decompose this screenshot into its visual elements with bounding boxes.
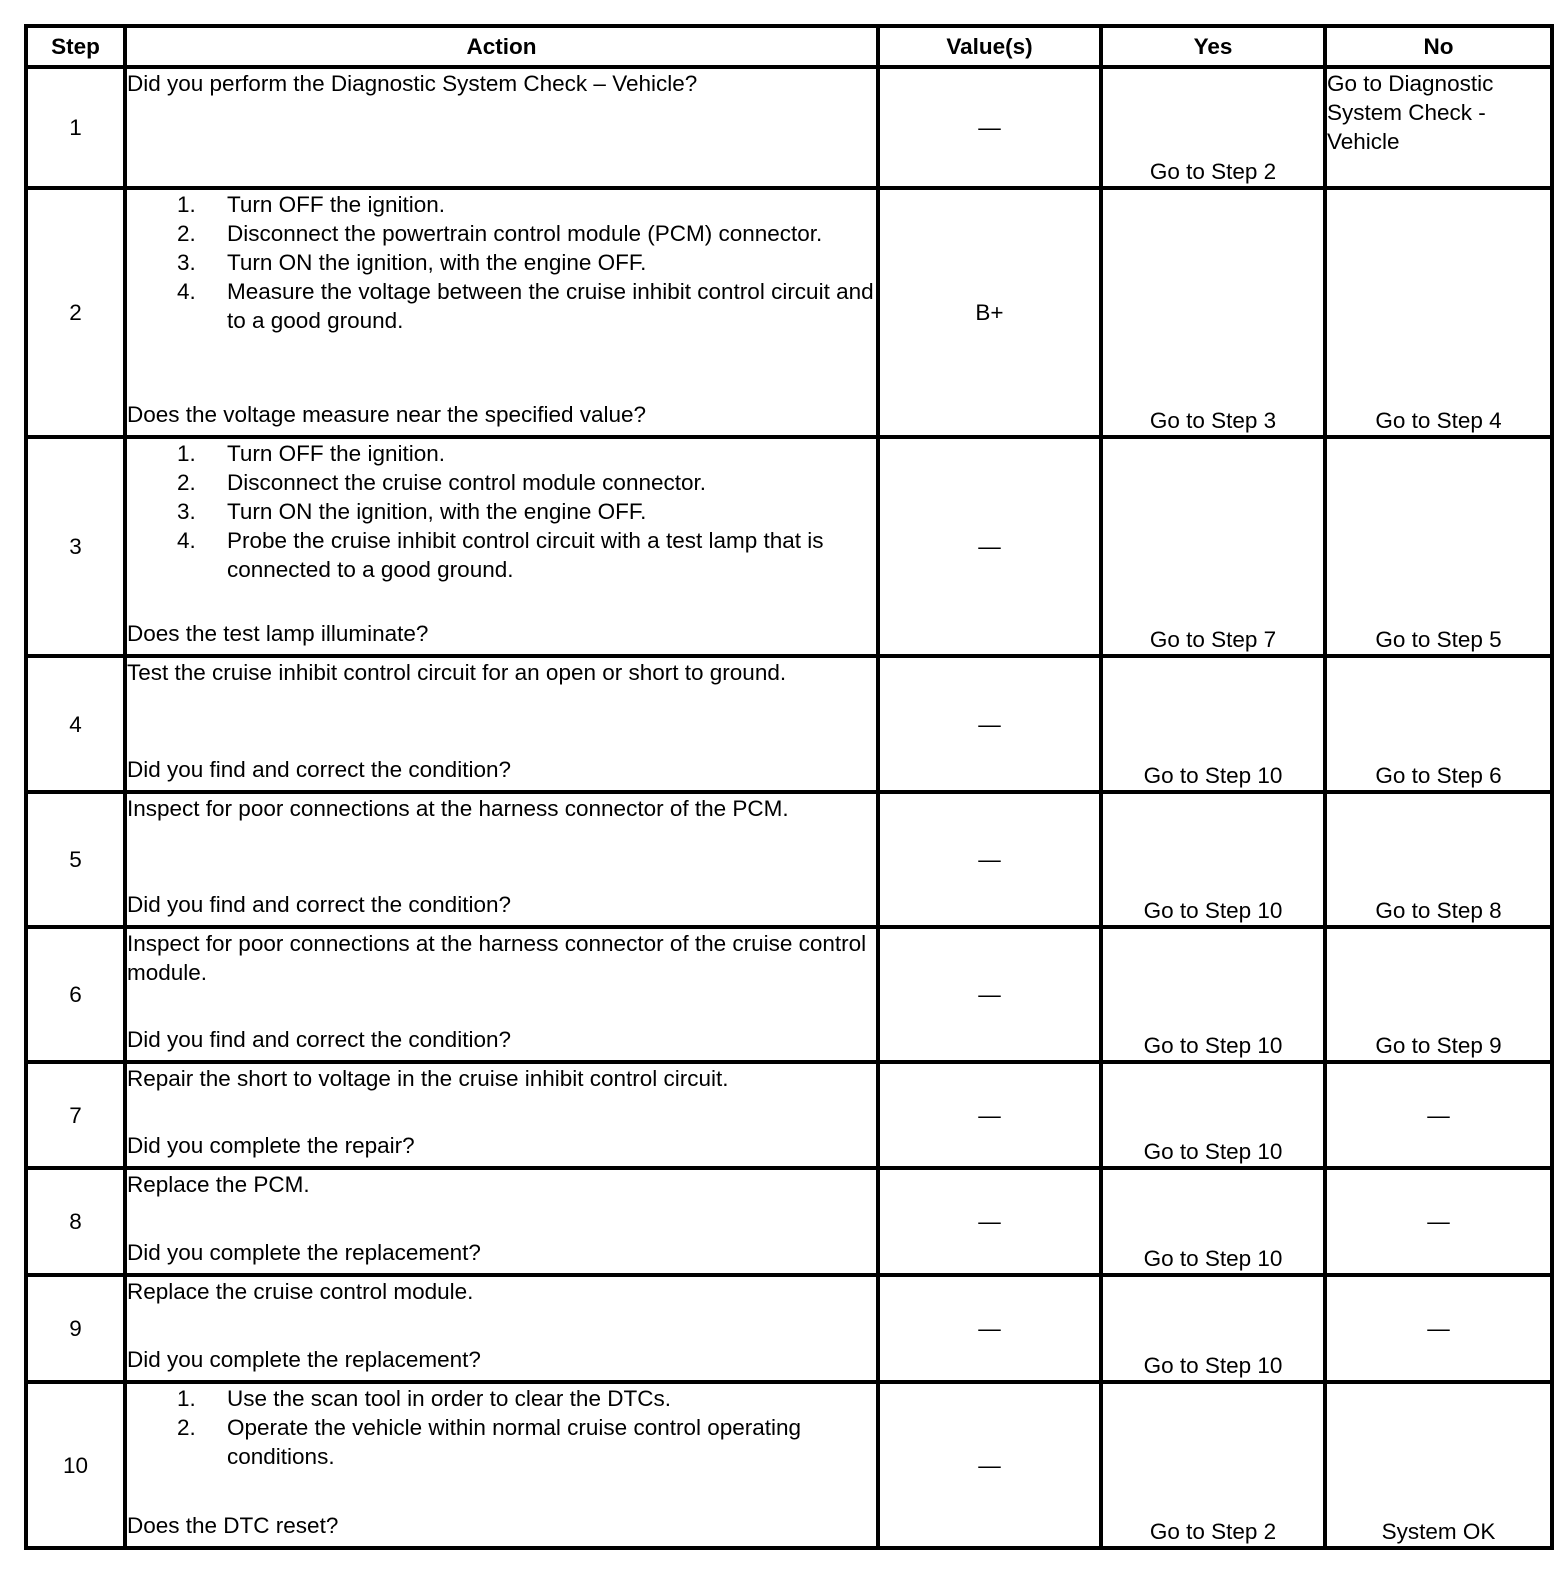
- step-number: 1: [26, 67, 125, 188]
- action-step-text: Disconnect the powertrain control module (PCM) connector.: [227, 221, 823, 246]
- action-cell: [125, 437, 878, 656]
- action-step-text: Turn ON the ignition, with the engine OFF.: [227, 250, 647, 275]
- action-steps-list: [127, 439, 876, 584]
- action-question: Does the DTC reset?: [127, 1513, 339, 1538]
- action-question: Does the voltage measure near the specified value?: [127, 402, 647, 427]
- yes-cell: Go to Step 10: [1101, 1168, 1325, 1275]
- action-step-number: 4.: [177, 528, 196, 553]
- action-cell: [125, 67, 878, 188]
- action-step-text: Measure the voltage between the cruise inhibit control circuit and to a good ground.: [227, 279, 874, 333]
- value-cell: —: [878, 1382, 1101, 1548]
- no-cell: Go to Step 4: [1325, 188, 1552, 437]
- value-cell: —: [878, 1168, 1101, 1275]
- no-cell: System OK: [1325, 1382, 1552, 1548]
- action-question: Did you find and correct the condition?: [127, 892, 511, 917]
- action-cell: [125, 1062, 878, 1168]
- value-cell: —: [878, 1275, 1101, 1382]
- header-yes: Yes: [1101, 26, 1325, 67]
- action-step-text: Use the scan tool in order to clear the DTCs.: [227, 1386, 671, 1411]
- no-cell: Go to Step 8: [1325, 792, 1552, 927]
- action-steps-list: [127, 1384, 876, 1471]
- action-step-number: 1.: [177, 441, 196, 466]
- action-step-item: [127, 497, 876, 526]
- header-row: [26, 26, 1552, 67]
- table-row: [26, 437, 1552, 656]
- action-cell: [125, 188, 878, 437]
- no-cell: Go to Step 9: [1325, 927, 1552, 1062]
- action-step-item: [127, 468, 876, 497]
- table-row: [26, 1062, 1552, 1168]
- yes-cell: Go to Step 2: [1101, 67, 1325, 188]
- action-step-number: 3.: [177, 499, 196, 524]
- action-cell: [125, 927, 878, 1062]
- action-step-number: 2.: [177, 470, 196, 495]
- action-step-item: [127, 526, 876, 584]
- action-cell: [125, 656, 878, 792]
- action-step-number: 1.: [177, 192, 196, 217]
- action-question: Did you find and correct the condition?: [127, 757, 511, 782]
- action-step-item: [127, 248, 876, 277]
- header-action: Action: [125, 26, 878, 67]
- action-step-text: Turn OFF the ignition.: [227, 192, 446, 217]
- action-step-item: [127, 1413, 876, 1471]
- action-cell: [125, 792, 878, 927]
- yes-cell: Go to Step 3: [1101, 188, 1325, 437]
- action-step-number: 3.: [177, 250, 196, 275]
- action-cell: [125, 1275, 878, 1382]
- value-cell: B+: [878, 188, 1101, 437]
- no-cell: —: [1325, 1275, 1552, 1382]
- step-number: 4: [26, 656, 125, 792]
- action-intro: Inspect for poor connections at the harness connector of the cruise control module.: [127, 931, 867, 985]
- step-number: 9: [26, 1275, 125, 1382]
- value-cell: —: [878, 656, 1101, 792]
- action-intro: Replace the cruise control module.: [127, 1279, 474, 1304]
- action-step-text: Turn OFF the ignition.: [227, 441, 446, 466]
- value-cell: —: [878, 927, 1101, 1062]
- action-step-text: Operate the vehicle within normal cruise control operating conditions.: [227, 1415, 802, 1469]
- header-values: Value(s): [878, 26, 1101, 67]
- action-steps-list: [127, 190, 876, 335]
- action-step-item: [127, 1384, 876, 1413]
- step-number: 8: [26, 1168, 125, 1275]
- no-cell: —: [1325, 1168, 1552, 1275]
- action-step-number: 2.: [177, 221, 196, 246]
- table-row: [26, 792, 1552, 927]
- table-row: [26, 1275, 1552, 1382]
- table-row: [26, 1168, 1552, 1275]
- action-intro: Test the cruise inhibit control circuit for an open or short to ground.: [127, 660, 787, 685]
- action-step-item: [127, 219, 876, 248]
- no-cell: Go to Step 6: [1325, 656, 1552, 792]
- action-cell: [125, 1382, 878, 1548]
- step-number: 10: [26, 1382, 125, 1548]
- step-number: 2: [26, 188, 125, 437]
- action-step-number: 2.: [177, 1415, 196, 1440]
- value-cell: —: [878, 437, 1101, 656]
- action-intro: Repair the short to voltage in the cruise inhibit control circuit.: [127, 1066, 729, 1091]
- action-step-text: Disconnect the cruise control module connector.: [227, 470, 707, 495]
- table-row: [26, 927, 1552, 1062]
- no-cell: Go to Step 5: [1325, 437, 1552, 656]
- action-question: Does the test lamp illuminate?: [127, 621, 429, 646]
- action-step-item: [127, 277, 876, 335]
- table-row: [26, 188, 1552, 437]
- value-cell: —: [878, 792, 1101, 927]
- action-step-text: Probe the cruise inhibit control circuit with a test lamp that is connected to a good ground.: [227, 528, 824, 582]
- action-step-item: [127, 439, 876, 468]
- action-cell: [125, 1168, 878, 1275]
- action-intro: Inspect for poor connections at the harness connector of the PCM.: [127, 796, 789, 821]
- yes-cell: Go to Step 10: [1101, 656, 1325, 792]
- yes-cell: Go to Step 2: [1101, 1382, 1325, 1548]
- table-row: [26, 67, 1552, 188]
- action-step-number: 4.: [177, 279, 196, 304]
- action-step-item: [127, 190, 876, 219]
- yes-cell: Go to Step 7: [1101, 437, 1325, 656]
- value-cell: —: [878, 1062, 1101, 1168]
- diagnostic-table: [24, 24, 1554, 1550]
- action-step-number: 1.: [177, 1386, 196, 1411]
- step-number: 7: [26, 1062, 125, 1168]
- action-question: Did you find and correct the condition?: [127, 1027, 511, 1052]
- table-row: [26, 1382, 1552, 1548]
- table-row: [26, 656, 1552, 792]
- action-question: Did you complete the replacement?: [127, 1240, 481, 1265]
- value-cell: —: [878, 67, 1101, 188]
- no-cell: Go to Diagnostic System Check - Vehicle: [1325, 67, 1552, 188]
- header-step: Step: [26, 26, 125, 67]
- action-intro: Replace the PCM.: [127, 1172, 310, 1197]
- yes-cell: Go to Step 10: [1101, 1062, 1325, 1168]
- yes-cell: Go to Step 10: [1101, 927, 1325, 1062]
- yes-cell: Go to Step 10: [1101, 792, 1325, 927]
- step-number: 5: [26, 792, 125, 927]
- yes-cell: Go to Step 10: [1101, 1275, 1325, 1382]
- step-number: 3: [26, 437, 125, 656]
- step-number: 6: [26, 927, 125, 1062]
- no-cell: —: [1325, 1062, 1552, 1168]
- action-intro: Did you perform the Diagnostic System Check – Vehicle?: [127, 71, 698, 96]
- action-question: Did you complete the repair?: [127, 1133, 415, 1158]
- action-question: Did you complete the replacement?: [127, 1347, 481, 1372]
- header-no: No: [1325, 26, 1552, 67]
- action-step-text: Turn ON the ignition, with the engine OFF.: [227, 499, 647, 524]
